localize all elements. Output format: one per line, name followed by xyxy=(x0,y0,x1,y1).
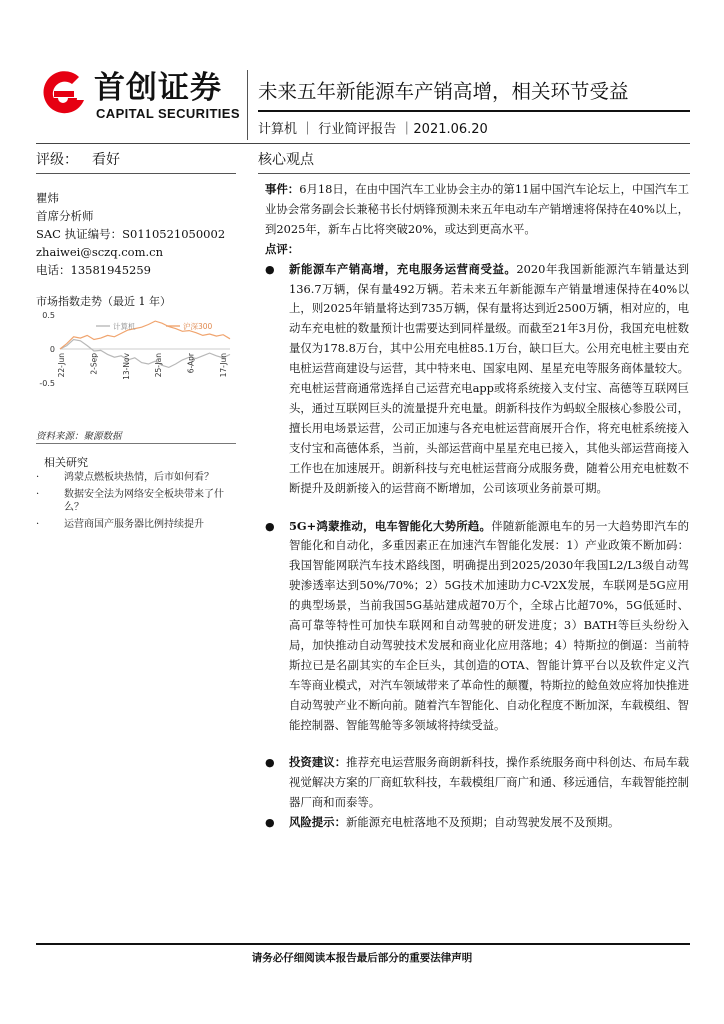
rating-label: 评级： xyxy=(36,152,78,168)
rating xyxy=(36,149,120,169)
event-label: 事件： xyxy=(265,182,300,196)
chart-source: 资料来源：聚源数据 xyxy=(36,431,122,442)
related-research-list xyxy=(36,471,241,534)
analyst-email[interactable]: zhaiwei@sczq.com.cn xyxy=(36,245,164,259)
series-line-计算机 xyxy=(60,340,230,368)
header-divider xyxy=(247,70,248,140)
analyst-name: 瞿炜 xyxy=(36,191,59,205)
point-risk: ● 风险提示：新能源充电桩落地不及预期；自动驾驶发展不及预期。 xyxy=(265,815,620,830)
analyst-info xyxy=(36,189,225,279)
rating-value: 看好 xyxy=(92,152,120,168)
analyst-title: 首席分析师 xyxy=(36,209,94,223)
x-tick-label: 25-Jan xyxy=(154,353,164,378)
core-view-rule xyxy=(258,173,690,174)
chart-source-rule xyxy=(36,443,236,444)
title-rule xyxy=(258,110,690,112)
analyst-sac: SAC 执证编号：S0110521050002 xyxy=(36,227,226,241)
header-rule xyxy=(36,143,690,144)
chart-title: 市场指数走势（最近 1 年） xyxy=(36,295,171,308)
x-tick-label: 13-Nov xyxy=(121,353,131,380)
comment-label: 点评： xyxy=(265,241,300,256)
x-tick-label: 6-Apr xyxy=(186,353,196,374)
report-title: 未来五年新能源车产销高增，相关环节受益 xyxy=(258,80,629,103)
event-text: 6月18日，在由中国汽车工业协会主办的第11届中国汽车论坛上，中国汽车工业协会常务副会长兼秘书长付炳锋预测未来五年电动车产销增速将保持在40%以上，到2025年，新车占比将突破20%，或达到更高水平。 xyxy=(265,182,689,236)
point-intelligent: ● 5G+鸿蒙推动，电车智能化大势所趋。伴随新能源电车的另一大趋势即汽车的智能化和自动化，多重因素正在加速汽车智能化发展：1）产业政策不断加码：我国智能网联汽车技术路线图，明确提出到2025/2030年我国L2/L3级自动驾驶渗透率达到50%/70%；2）5G技术加速助力C-V2X发展，车联网是5G应用的典型场景，当前我国5G基站建成超70万个，全球占比超70%，5G低延时、高可靠等特性可加快车联网和自动驾驶的研发进度；3）BATH等巨头纷纷入局，加快推动自动驾驶技术发展和商业化应用落地；4）特斯拉的倒逼：当前特斯拉已是名副其实的车企巨头，其创造的OTA、智能计算平台以及软件定义汽车等商业模式，对汽车领域带来了革命性的颠覆，特斯拉的鲶鱼效应将加快推进自动驾驶产业不断向前。随着汽车智能化、自动化程度不断加深，车载模组、智能控制器、智能驾舱等多领域将持续受益。 xyxy=(265,518,689,732)
related-research-item[interactable]: · 运营商国产服务器比例持续提升 xyxy=(36,518,204,530)
event-paragraph xyxy=(265,180,689,240)
related-research-item[interactable]: · 数据安全法为网络安全板块带来了什么？ xyxy=(36,488,224,513)
point-investment: ● 投资建议：推荐充电运营服务商朗新科技，操作系统服务商中科创达、布局车载视觉解决方案的厂商虹软科技，车载模组厂商广和通、移远通信，车载智能控制器厂商和而泰等。 xyxy=(265,755,689,810)
x-tick-label: 2-Sep xyxy=(89,353,99,375)
main-content xyxy=(265,180,689,833)
company-logo-icon xyxy=(38,70,88,120)
y-tick-label: 0 xyxy=(49,345,55,354)
footer-rule xyxy=(36,943,690,945)
left-column-rule xyxy=(36,173,236,174)
x-tick-label: 17-Jun xyxy=(219,353,228,378)
point-charging: ● 新能源车产销高增，充电服务运营商受益。2020年我国新能源汽车销量达到136.7万辆，保有量492万辆。若未来五年新能源车产销量增速保持在40%以上，则2025年销量将达到735万辆，保有量将达到近2500万辆，相对应的，电动车充电桩的数量预计也需要达到同样量级。而截至21年3月份，我国充电桩数量仅为178.8万台，其中公用充电桩85.1万台，缺口巨大。公用充电桩主要由充电桩运营商建设与运营，其中特来电、国家电网、星星充电等服务商体量较大。充电桩运营商通常选择自己运营充电app或将系统接入支付宝、高德等互联网巨头，通过互联网巨头的流量提升充电量。朗新科技作为蚂蚁全服核心参股公司，擅长用电场景运营，公司正加速与各充电桩运营商展开合作，将充电桩系统接入支付宝和高德体系，当前，头部运营商中星星充电已接入，其他头部运营商接入工作也在加速展开。朗新科技与充电桩运营商分成服务费，随着公用充电桩数不断提升及朗新接入的运营商不断增加，公司该项业务前景可期。 xyxy=(265,261,689,495)
market-index-chart xyxy=(36,309,236,424)
y-tick-label: 0.5 xyxy=(42,311,55,320)
core-view-title: 核心观点 xyxy=(258,152,314,168)
company-name-en: CAPITAL SECURITIES xyxy=(96,106,240,121)
related-research-item[interactable]: · 鸿蒙点燃板块热情，后市如何看？ xyxy=(36,472,214,483)
legend-label: 计算机 xyxy=(113,322,136,331)
footer-disclaimer: 请务必仔细阅读本报告最后部分的重要法律声明 xyxy=(251,952,473,964)
y-tick-label: -0.5 xyxy=(39,379,55,388)
x-tick-label: 22-Jun xyxy=(57,353,66,378)
analyst-phone: 电话：13581945259 xyxy=(36,263,151,277)
report-meta: 计算机 ｜ 行业简评报告 ｜2021.06.20 xyxy=(258,122,488,137)
company-name-cn: 首创证券 xyxy=(94,70,222,106)
related-research-title: 相关研究 xyxy=(44,456,88,469)
legend-label: 沪深300 xyxy=(183,322,213,331)
